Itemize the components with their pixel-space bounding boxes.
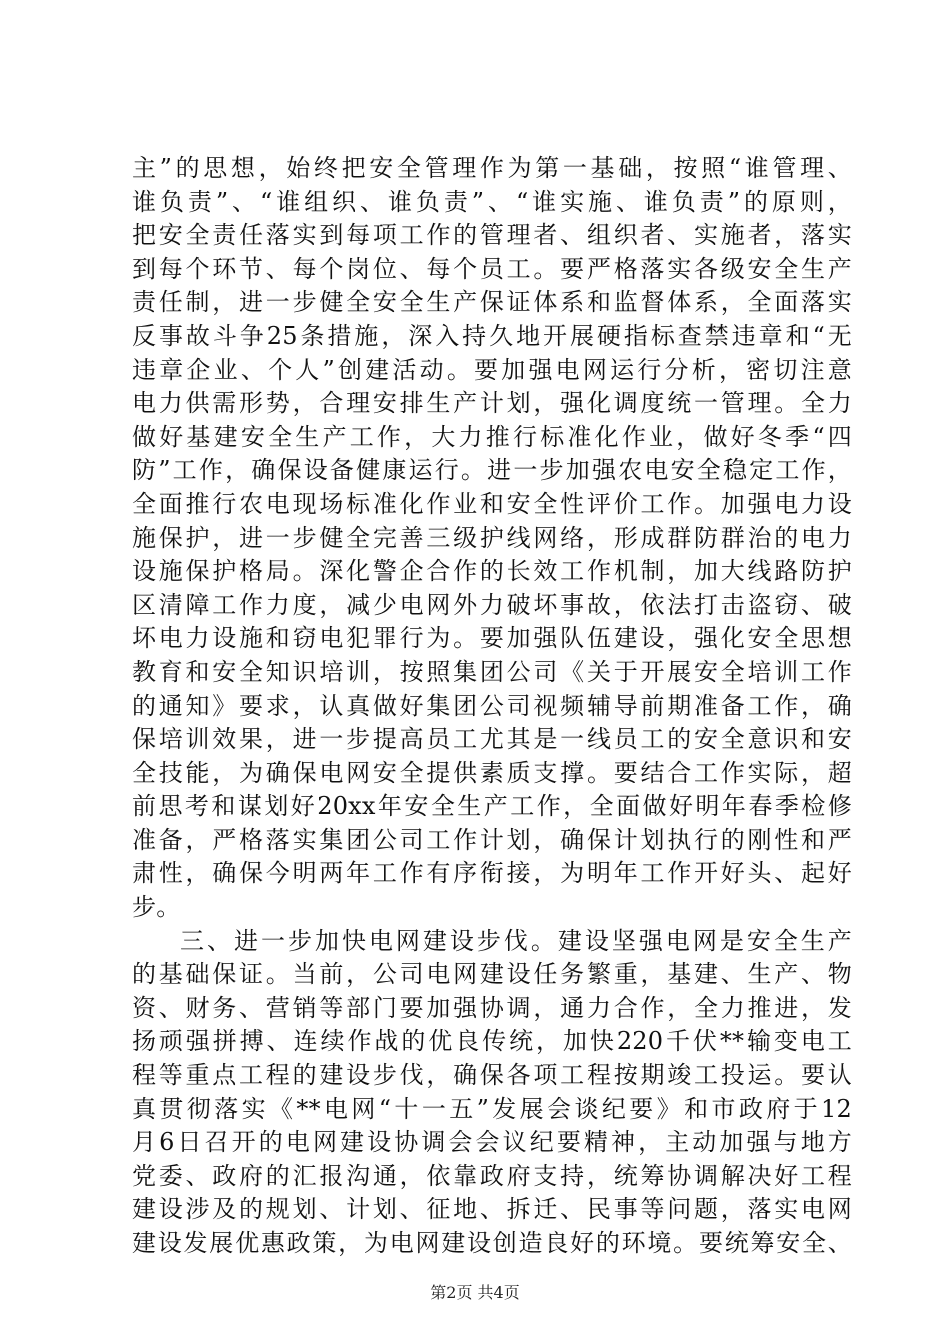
text-line: 的基础保证。当前，公司电网建设任务繁重，基建、生产、物 [132,960,852,989]
text-line: 施保护，进一步健全完善三级护线网络，形成群防群治的电力 [132,523,852,552]
text-line: 区清障工作力度，减少电网外力破坏事故，依法打击盗窃、破 [132,590,852,619]
text-line: 步。 [132,893,181,922]
text-line: 肃性，确保今明两年工作有序衔接，为明年工作开好头、起好 [132,859,852,888]
page-number-footer: 第2页 共4页 [430,1283,520,1302]
section-heading-line: 三、进一步加快电网建设步伐。建设坚强电网是安全生产 [180,926,852,955]
text-line: 准备，严格落实集团公司工作计划，确保计划执行的刚性和严 [132,825,852,854]
text-line: 真贯彻落实《**电网“十一五”发展会谈纪要》和市政府于12 [132,1094,852,1123]
text-line: 反事故斗争25条措施，深入持久地开展硬指标查禁违章和“无 [132,321,852,350]
text-line: 前思考和谋划好20xx年安全生产工作，全面做好明年春季检修 [132,792,852,821]
text-line: 建设涉及的规划、计划、征地、拆迁、民事等问题，落实电网 [132,1195,852,1224]
text-line: 设施保护格局。深化警企合作的长效工作机制，加大线路防护 [132,557,852,586]
text-line: 防”工作，确保设备健康运行。进一步加强农电安全稳定工作， [132,456,852,485]
text-line: 月6日召开的电网建设协调会会议纪要精神，主动加强与地方 [132,1128,852,1157]
text-line: 全技能，为确保电网安全提供素质支撑。要结合工作实际，超 [132,758,852,787]
text-line: 全面推行农电现场标准化作业和安全性评价工作。加强电力设 [132,489,852,518]
text-line: 责任制，进一步健全安全生产保证体系和监督体系，全面落实 [132,288,852,317]
text-line: 主”的思想，始终把安全管理作为第一基础，按照“谁管理、 [132,154,852,182]
document-body [132,152,852,1261]
text-line: 程等重点工程的建设步伐，确保各项工程按期竣工投运。要认 [132,1061,852,1090]
text-line: 电力供需形势，合理安排生产计划，强化调度统一管理。全力 [132,389,852,418]
text-line: 违章企业、个人”创建活动。要加强电网运行分析，密切注意 [132,355,852,384]
text-line: 的通知》要求，认真做好集团公司视频辅导前期准备工作，确 [132,691,852,720]
text-line: 教育和安全知识培训，按照集团公司《关于开展安全培训工作 [132,657,852,686]
text-line: 坏电力设施和窃电犯罪行为。要加强队伍建设，强化安全思想 [132,624,852,653]
text-line: 党委、政府的汇报沟通，依靠政府支持，统筹协调解决好工程 [132,1161,852,1190]
text-line: 谁负责”、“谁组织、谁负责”、“谁实施、谁负责”的原则， [132,187,852,216]
text-line: 把安全责任落实到每项工作的管理者、组织者、实施者，落实 [132,221,852,250]
text-line: 保培训效果，进一步提高员工尤其是一线员工的安全意识和安 [132,725,852,754]
text-line: 资、财务、营销等部门要加强协调，通力合作，全力推进，发 [132,993,852,1022]
text-line: 建设发展优惠政策，为电网建设创造良好的环境。要统筹安全、 [132,1229,852,1257]
text-line: 扬顽强拼搏、连续作战的优良传统，加快220千伏**输变电工 [132,1027,852,1056]
text-line: 做好基建安全生产工作，大力推行标准化作业，做好冬季“四 [132,422,852,451]
text-line: 到每个环节、每个岗位、每个员工。要严格落实各级安全生产 [132,254,852,283]
